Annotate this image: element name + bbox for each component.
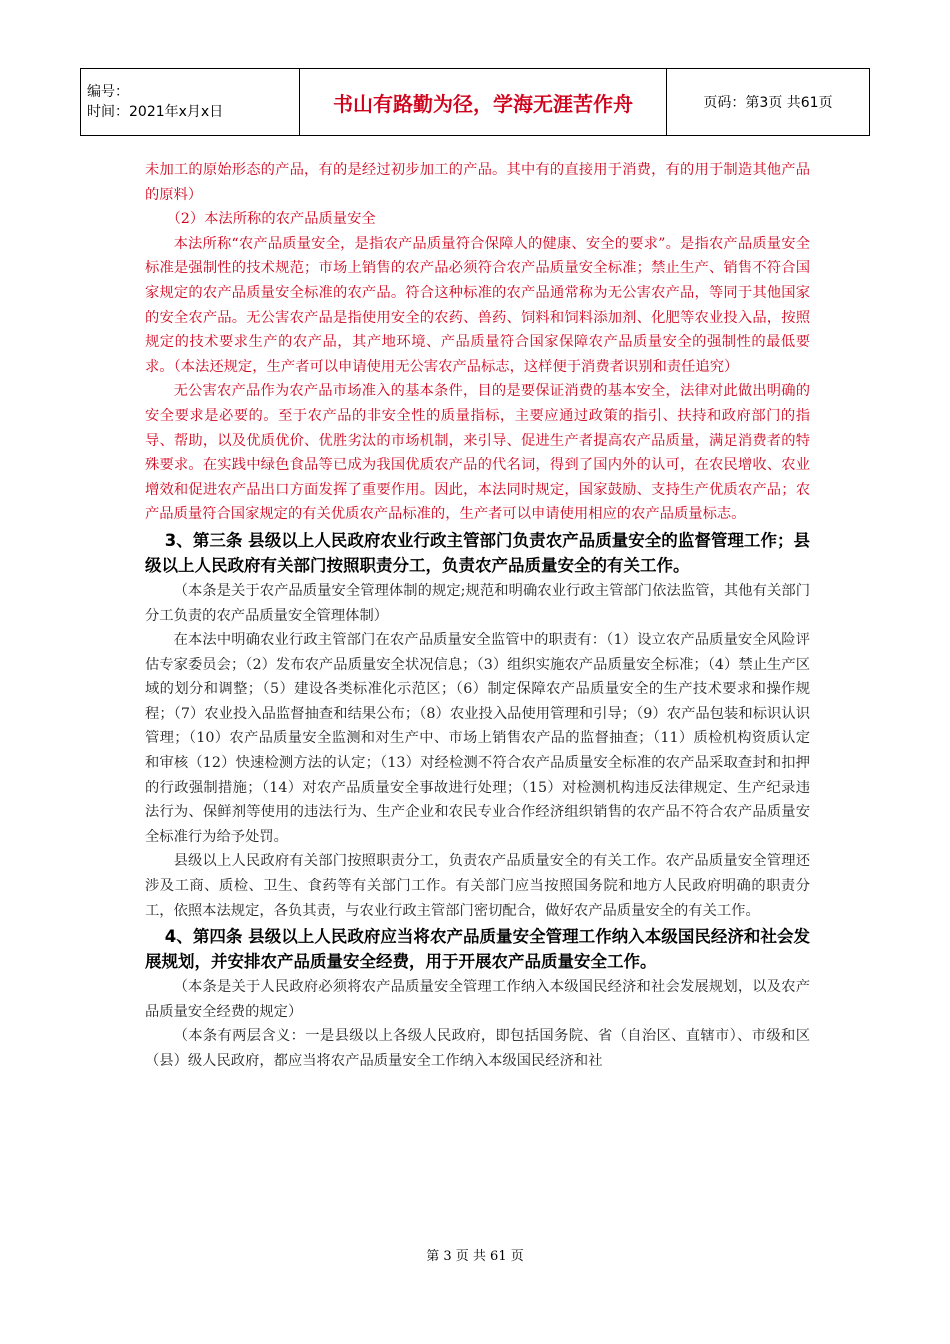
page-header [80, 68, 870, 136]
paragraph-6: （本条是关于农产品质量安全管理体制的规定;规范和明确农业行政主管部门依法监管，其他有关部门分工负责的农产品质量安全管理体制） [145, 582, 810, 624]
header-page-info: 页码：第3页 共61页 [667, 69, 870, 136]
article-3-heading: 3、第三条 县级以上人民政府农业行政主管部门负责农产品质量安全的监督管理工作；县级以上人民政府有关部门按照职责分工，负责农产品质量安全的有关工作。 [145, 530, 810, 575]
paragraph-3: 本法所称“农产品质量安全，是指农产品质量符合保障人的健康、安全的要求”。是指农产品质量安全标准是强制性的技术规范；市场上销售的农产品必须符合农产品质量安全标准；禁止生产、销售不符合国家规定的农产品质量安全标准的农产品。符合这种标准的农产品通常称为无公害农产品，等同于其他国家的安全农产品。无公害农产品是指使用安全的农药、兽药、饲料和饲料添加剂、化肥等农业投入品，按照规定的技术要求生产的农产品，其产地环境、产品质量符合国家保障农产品质量安全的强制性的最低要求。（本法还规定，生产者可以申请使用无公害农产品标志，这样便于消费者识别和责任追究） [145, 235, 810, 375]
paragraph-2: （2）本法所称的农产品质量安全 [166, 211, 376, 228]
paragraph-4: 无公害农产品作为农产品市场准入的基本条件，目的是要保证消费的基本安全，法律对此做出明确的安全要求是必要的。至于农产品的非安全性的质量指标，主要应通过政策的指引、扶持和政府部门的指导、帮助，以及优质优价、优胜劣汰的市场机制，来引导、促进生产者提高农产品质量，满足消费者的特殊要求。在实践中绿色食品等已成为我国优质农产品的代名词，得到了国内外的认可，在农民增收、农业增效和促进农产品出口方面发挥了重要作用。因此，本法同时规定，国家鼓励、支持生产优质农产品；农产品质量符合国家规定的有关优质农产品标准的，生产者可以申请使用相应的农产品质量标志。 [145, 383, 810, 523]
paragraph-8: 县级以上人民政府有关部门按照职责分工，负责农产品质量安全的有关工作。农产品质量安全管理还涉及工商、质检、卫生、食药等有关部门工作。有关部门应当按照国务院和地方人民政府明确的职责分工，依照本法规定，各负其责，与农业行政主管部门密切配合，做好农产品质量安全的有关工作。 [145, 853, 810, 919]
paragraph-11: （本条有两层含义：一是县级以上各级人民政府，即包括国务院、省（自治区、直辖市）、市级和区（县）级人民政府，都应当将农产品质量安全工作纳入本级国民经济和社 [145, 1028, 810, 1069]
document-time-label: 时间：2021年x月x日 [87, 104, 224, 120]
header-motto: 书山有路勤为径，学海无涯苦作舟 [300, 69, 667, 136]
article-4-heading: 4、第四条 县级以上人民政府应当将农产品质量安全管理工作纳入本级国民经济和社会发展规划，并安排农产品质量安全经费，用于开展农产品质量安全工作。 [145, 927, 810, 972]
page-footer: 第 3 页 共 61 页 [426, 1249, 524, 1264]
paragraph-7: 在本法中明确农业行政主管部门在农产品质量安全监管中的职责有：（1）设立农产品质量安全风险评估专家委员会；（2）发布农产品质量安全状况信息；（3）组织实施农产品质量安全标准；（4）禁止生产区域的划分和调整；（5）建设各类标准化示范区；（6）制定保障农产品质量安全的生产技术要求和操作规程；（7）农业投入品监督抽查和结果公布；（8）农业投入品使用管理和引导；（9）农产品包装和标识认识管理；（10）农产品质量安全监测和对生产中、市场上销售农产品的监督抽查；（11）质检机构资质认定和审核（12）快速检测方法的认定；（13）对经检测不符合农产品质量安全标准的农产品采取查封和扣押的行政强制措施；（14）对农产品质量安全事故进行处理；（15）对检测机构违反法律规定、生产纪录违法行为、保鲜剂等使用的违法行为、生产企业和农民专业合作经济组织销售的农产品不符合农产品质量安全标准行为给予处罚。 [145, 632, 810, 845]
header-meta [81, 69, 300, 136]
paragraph-10: （本条是关于人民政府必须将农产品质量安全管理工作纳入本级国民经济和社会发展规划，以及农产品质量安全经费的规定） [145, 979, 810, 1020]
document-number-label: 编号： [87, 84, 129, 100]
paragraph-1: 未加工的原始形态的产品，有的是经过初步加工的产品。其中有的直接用于消费，有的用于制造其他产品的原料） [145, 162, 810, 203]
document-body [145, 158, 810, 1074]
